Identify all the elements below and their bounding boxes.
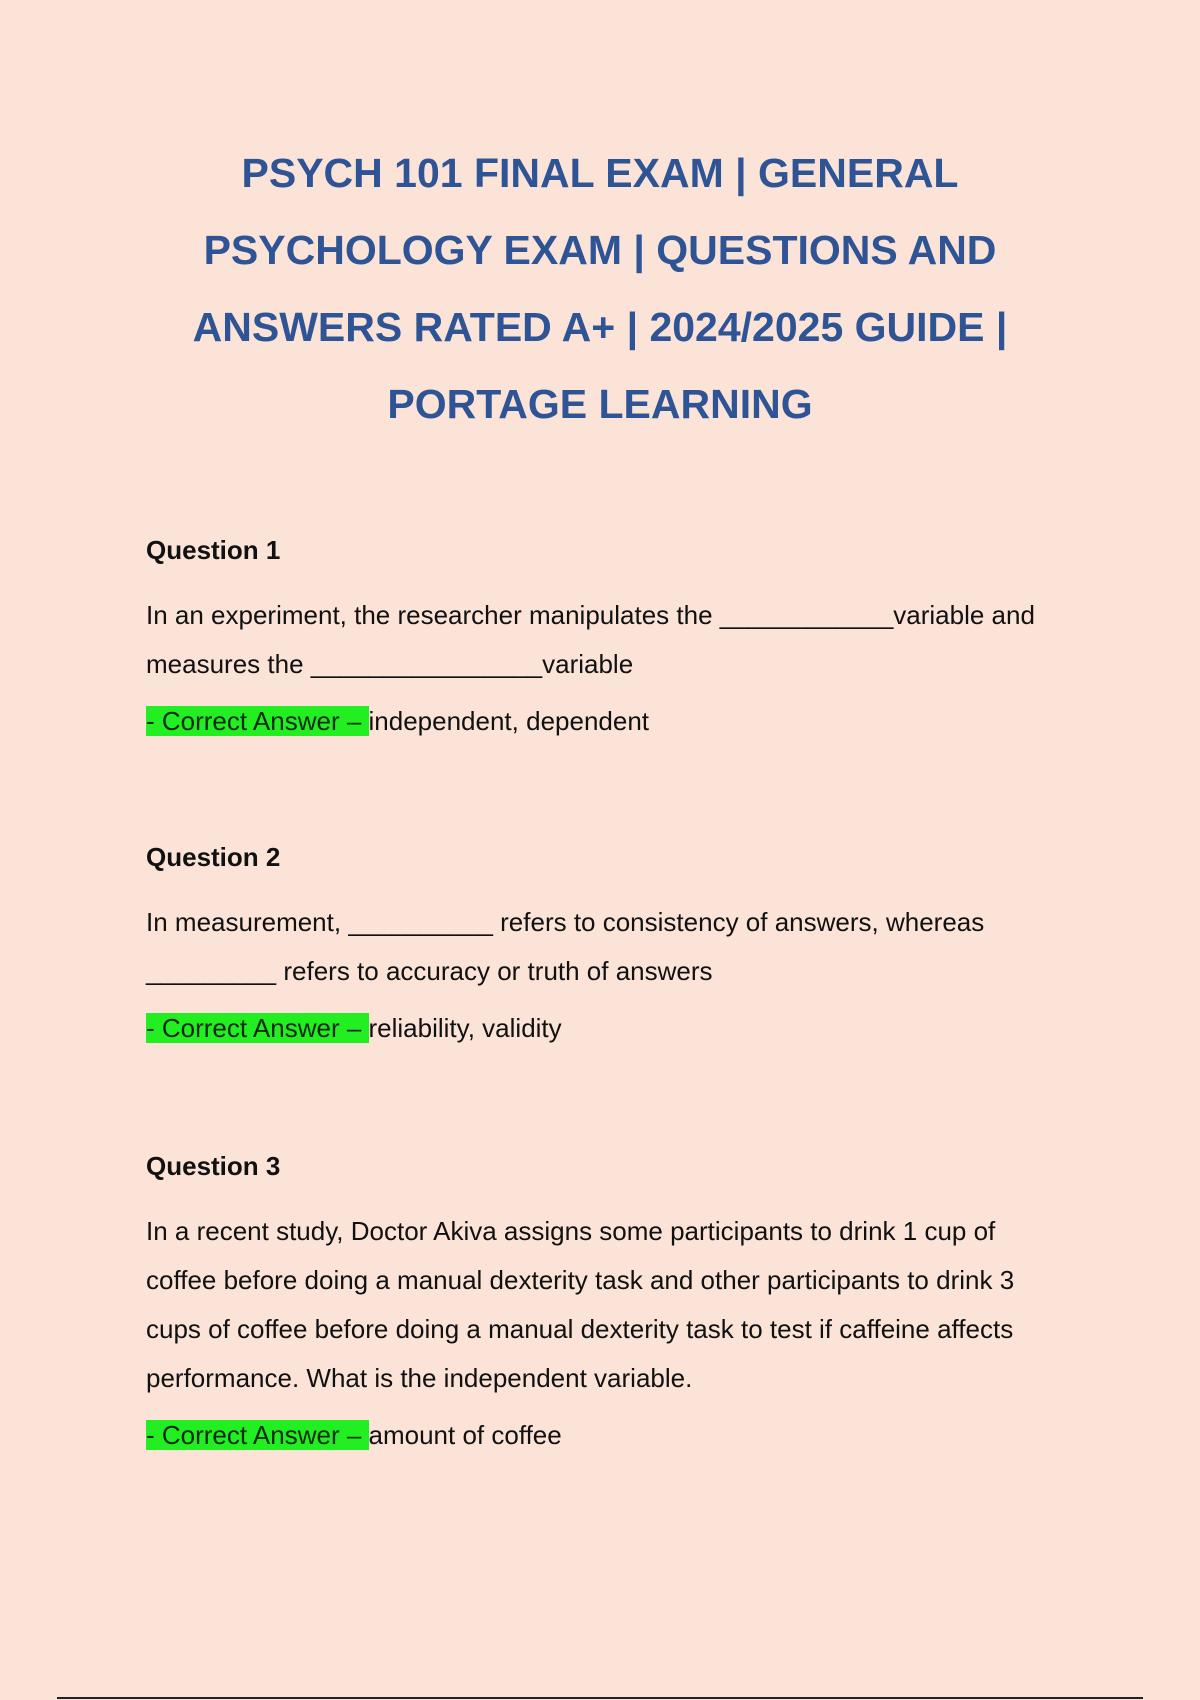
answer-text: independent, dependent xyxy=(368,706,650,736)
question-label: Question 3 xyxy=(146,1151,281,1181)
question-block-1 xyxy=(146,535,1066,739)
question-text: In a recent study, Doctor Akiva assigns some participants to drink 1 cup of coffee before doing a manual dexterity task and other participants to drink 3 cups of coffee before doing a manual dexterity task to test if caffeine affects performance. What is the independent variable. xyxy=(146,1216,1015,1393)
question-block-2 xyxy=(146,842,1066,1046)
answer-line xyxy=(146,703,1066,739)
answer-text: reliability, validity xyxy=(368,1013,562,1043)
question-text: In an experiment, the researcher manipulates the ____________variable and measures the ________________variable xyxy=(146,600,1035,679)
answer-line xyxy=(146,1417,1066,1453)
correct-answer-tag: - Correct Answer – xyxy=(146,706,369,736)
question-text: In measurement, __________ refers to consistency of answers, whereas _________ refers to accuracy or truth of answers xyxy=(146,907,985,986)
document-title: PSYCH 101 FINAL EXAM | GENERAL PSYCHOLOGY EXAM | QUESTIONS AND ANSWERS RATED A+ | 2024/2025 GUIDE | PORTAGE LEARNING xyxy=(192,150,1008,427)
question-label: Question 2 xyxy=(146,842,281,872)
correct-answer-tag: - Correct Answer – xyxy=(146,1420,369,1450)
correct-answer-tag: - Correct Answer – xyxy=(146,1013,369,1043)
question-label: Question 1 xyxy=(146,535,281,565)
footer-divider xyxy=(57,1697,1143,1699)
question-block-3 xyxy=(146,1151,1066,1453)
answer-text: amount of coffee xyxy=(368,1420,562,1450)
answer-line xyxy=(146,1010,1066,1046)
